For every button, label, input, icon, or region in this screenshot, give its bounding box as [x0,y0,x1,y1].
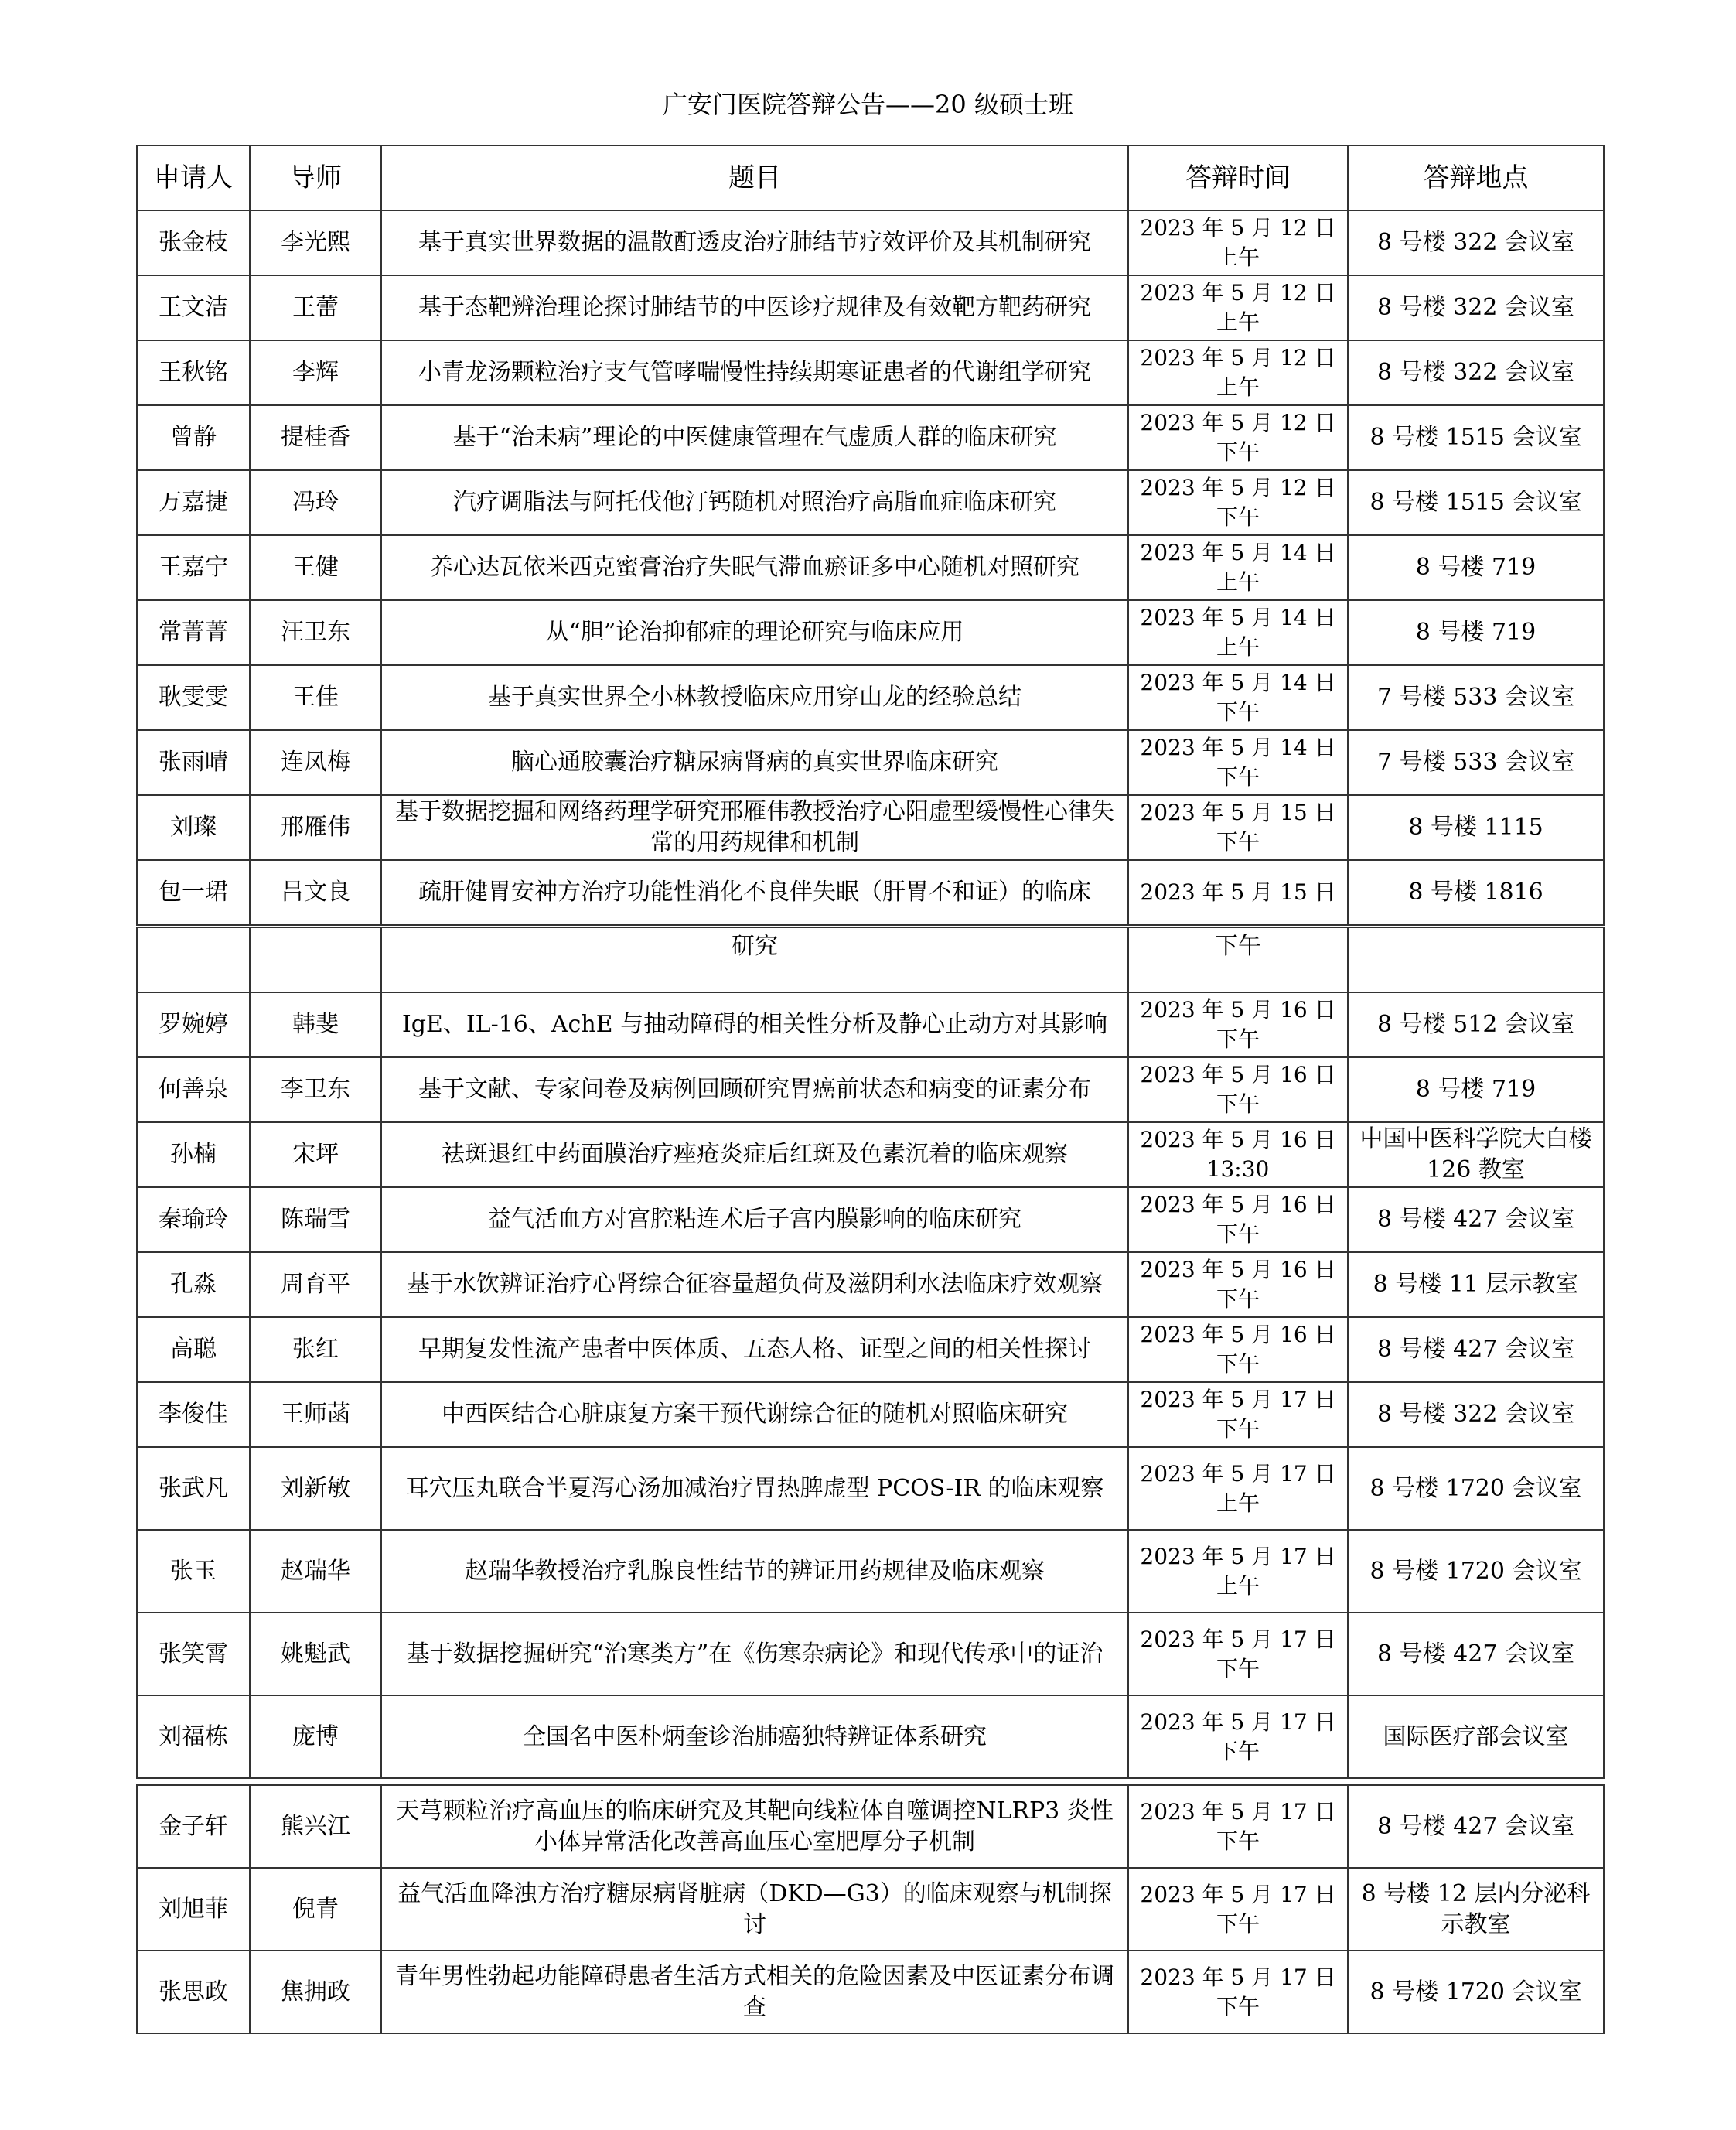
table-row [137,1057,1604,1122]
advisor-cell: 倪青 [250,1868,381,1951]
place-cell: 8 号楼 322 会议室 [1348,340,1604,405]
advisor-cell: 刘新敏 [250,1447,381,1530]
place-cell: 8 号楼 1515 会议室 [1348,405,1604,470]
applicant-cell: 刘旭菲 [137,1868,250,1951]
time-cell: 2023 年 5 月 14 日 上午 [1128,600,1348,665]
time-cell: 2023 年 5 月 16 日 下午 [1128,992,1348,1057]
place-cell: 8 号楼 719 [1348,600,1604,665]
time-cell: 2023 年 5 月 17 日 上午 [1128,1447,1348,1530]
table-row [137,1785,1604,1868]
topic-cell: 汽疗调脂法与阿托伐他汀钙随机对照治疗高脂血症临床研究 [381,470,1128,535]
topic-cell: 益气活血方对宫腔粘连术后子宫内膜影响的临床研究 [381,1187,1128,1252]
topic-cell: 赵瑞华教授治疗乳腺良性结节的辨证用药规律及临床观察 [381,1530,1128,1613]
place-cell: 8 号楼 322 会议室 [1348,210,1604,275]
place-cell: 8 号楼 1816 [1348,860,1604,925]
topic-cell: 小青龙汤颗粒治疗支气管哮喘慢性持续期寒证患者的代谢组学研究 [381,340,1128,405]
page-title: 广安门医院答辩公告——20 级硕士班 [663,90,1073,119]
topic-cell: 养心达瓦依米西克蜜膏治疗失眠气滞血瘀证多中心随机对照研究 [381,535,1128,600]
advisor-cell: 吕文良 [250,860,381,925]
applicant-cell: 孔淼 [137,1252,250,1317]
topic-cell: 基于态靶辨治理论探讨肺结节的中医诊疗规律及有效靶方靶药研究 [381,275,1128,340]
header-place: 答辩地点 [1348,145,1604,210]
defense-table-part-1 [136,145,1605,926]
place-cell: 8 号楼 322 会议室 [1348,1382,1604,1447]
advisor-cell: 汪卫东 [250,600,381,665]
topic-cell: 基于“治未病”理论的中医健康管理在气虚质人群的临床研究 [381,405,1128,470]
table-row [137,1530,1604,1613]
applicant-cell [137,927,250,992]
table-row [137,1252,1604,1317]
time-cell: 2023 年 5 月 17 日 下午 [1128,1382,1348,1447]
time-cell: 2023 年 5 月 15 日 下午 [1128,795,1348,860]
advisor-cell: 提桂香 [250,405,381,470]
time-cell: 2023 年 5 月 12 日 下午 [1128,405,1348,470]
table-row-continued [137,927,1604,992]
advisor-cell: 连凤梅 [250,730,381,795]
header-topic: 题目 [381,145,1128,210]
place-cell: 中国中医科学院大白楼 126 教室 [1348,1122,1604,1187]
advisor-cell: 邢雁伟 [250,795,381,860]
applicant-cell: 刘璨 [137,795,250,860]
advisor-cell [250,927,381,992]
place-cell: 8 号楼 11 层示教室 [1348,1252,1604,1317]
advisor-cell: 赵瑞华 [250,1530,381,1613]
topic-cell: 基于真实世界仝小林教授临床应用穿山龙的经验总结 [381,665,1128,730]
applicant-cell: 何善泉 [137,1057,250,1122]
table-row [137,470,1604,535]
time-cell: 2023 年 5 月 12 日 上午 [1128,210,1348,275]
table-row [137,1868,1604,1951]
time-cell: 2023 年 5 月 16 日 下午 [1128,1187,1348,1252]
place-cell: 8 号楼 12 层内分泌科示教室 [1348,1868,1604,1951]
table-row [137,405,1604,470]
time-cell: 2023 年 5 月 12 日 下午 [1128,470,1348,535]
table-row [137,665,1604,730]
advisor-cell: 王蕾 [250,275,381,340]
time-cell: 2023 年 5 月 17 日 下午 [1128,1951,1348,2033]
defense-table-part-2 [136,927,1605,1779]
advisor-cell: 李辉 [250,340,381,405]
applicant-cell: 李俊佳 [137,1382,250,1447]
advisor-cell: 宋坪 [250,1122,381,1187]
applicant-cell: 张武凡 [137,1447,250,1530]
place-cell: 8 号楼 427 会议室 [1348,1317,1604,1382]
place-cell: 8 号楼 1115 [1348,795,1604,860]
applicant-cell: 高聪 [137,1317,250,1382]
advisor-cell: 陈瑞雪 [250,1187,381,1252]
topic-cell: 天芎颗粒治疗高血压的临床研究及其靶向线粒体自噬调控NLRP3 炎性小体异常活化改善高血压心室肥厚分子机制 [381,1785,1128,1868]
topic-cell: 益气活血降浊方治疗糖尿病肾脏病（DKD—G3）的临床观察与机制探讨 [381,1868,1128,1951]
table-row [137,730,1604,795]
topic-cell: 从“胆”论治抑郁症的理论研究与临床应用 [381,600,1128,665]
applicant-cell: 王秋铭 [137,340,250,405]
header-applicant: 申请人 [137,145,250,210]
time-cell: 2023 年 5 月 17 日 上午 [1128,1530,1348,1613]
advisor-cell: 张红 [250,1317,381,1382]
table-row [137,1613,1604,1695]
applicant-cell: 曾静 [137,405,250,470]
table-row [137,275,1604,340]
advisor-cell: 熊兴江 [250,1785,381,1868]
table-row [137,1122,1604,1187]
time-cell: 2023 年 5 月 16 日 下午 [1128,1317,1348,1382]
applicant-cell: 孙楠 [137,1122,250,1187]
applicant-cell: 万嘉捷 [137,470,250,535]
topic-cell: 中西医结合心脏康复方案干预代谢综合征的随机对照临床研究 [381,1382,1128,1447]
advisor-cell: 李卫东 [250,1057,381,1122]
applicant-cell: 张雨晴 [137,730,250,795]
topic-cell: 基于水饮辨证治疗心肾综合征容量超负荷及滋阴利水法临床疗效观察 [381,1252,1128,1317]
applicant-cell: 刘福栋 [137,1695,250,1778]
topic-cell: 青年男性勃起功能障碍患者生活方式相关的危险因素及中医证素分布调查 [381,1951,1128,2033]
time-cell: 2023 年 5 月 12 日 上午 [1128,340,1348,405]
place-cell: 8 号楼 322 会议室 [1348,275,1604,340]
applicant-cell: 王文洁 [137,275,250,340]
topic-cell: 祛斑退红中药面膜治疗痤疮炎症后红斑及色素沉着的临床观察 [381,1122,1128,1187]
table-row [137,1317,1604,1382]
advisor-cell: 姚魁武 [250,1613,381,1695]
advisor-cell: 王健 [250,535,381,600]
topic-cell: 早期复发性流产患者中医体质、五态人格、证型之间的相关性探讨 [381,1317,1128,1382]
applicant-cell: 张思政 [137,1951,250,2033]
time-cell: 2023 年 5 月 14 日 上午 [1128,535,1348,600]
place-cell: 7 号楼 533 会议室 [1348,665,1604,730]
place-cell: 8 号楼 427 会议室 [1348,1785,1604,1868]
table-row [137,1951,1604,2033]
advisor-cell: 焦拥政 [250,1951,381,2033]
table-row [137,1187,1604,1252]
place-cell: 8 号楼 1720 会议室 [1348,1951,1604,2033]
table-row [137,1447,1604,1530]
applicant-cell: 耿雯雯 [137,665,250,730]
time-cell: 2023 年 5 月 17 日 下午 [1128,1613,1348,1695]
table-row [137,992,1604,1057]
defense-table-part-3 [136,1784,1605,2034]
place-cell: 8 号楼 1720 会议室 [1348,1447,1604,1530]
advisor-cell: 李光熙 [250,210,381,275]
table-row [137,1382,1604,1447]
topic-cell: 耳穴压丸联合半夏泻心汤加减治疗胃热脾虚型 PCOS-IR 的临床观察 [381,1447,1128,1530]
table-row [137,795,1604,860]
time-cell: 2023 年 5 月 14 日 下午 [1128,665,1348,730]
table-row [137,1695,1604,1778]
advisor-cell: 庞博 [250,1695,381,1778]
time-cell: 2023 年 5 月 14 日 下午 [1128,730,1348,795]
time-cell: 2023 年 5 月 16 日 下午 [1128,1057,1348,1122]
place-cell: 8 号楼 512 会议室 [1348,992,1604,1057]
topic-cell: 研究 [381,927,1128,992]
topic-cell: 基于数据挖掘和网络药理学研究邢雁伟教授治疗心阳虚型缓慢性心律失常的用药规律和机制 [381,795,1128,860]
place-cell [1348,927,1604,992]
place-cell: 8 号楼 1515 会议室 [1348,470,1604,535]
place-cell: 8 号楼 1720 会议室 [1348,1530,1604,1613]
topic-cell: 基于真实世界数据的温散酊透皮治疗肺结节疗效评价及其机制研究 [381,210,1128,275]
applicant-cell: 常菁菁 [137,600,250,665]
place-cell: 8 号楼 427 会议室 [1348,1613,1604,1695]
time-cell: 下午 [1128,927,1348,992]
applicant-cell: 包一珺 [137,860,250,925]
topic-cell: 脑心通胶囊治疗糖尿病肾病的真实世界临床研究 [381,730,1128,795]
topic-cell: IgE、IL-16、AchE 与抽动障碍的相关性分析及静心止动方对其影响 [381,992,1128,1057]
place-cell: 8 号楼 719 [1348,535,1604,600]
advisor-cell: 冯玲 [250,470,381,535]
table-row [137,860,1604,925]
header-advisor: 导师 [250,145,381,210]
table-header-row [137,145,1604,210]
advisor-cell: 王师菡 [250,1382,381,1447]
time-cell: 2023 年 5 月 17 日 下午 [1128,1868,1348,1951]
applicant-cell: 王嘉宁 [137,535,250,600]
place-cell: 国际医疗部会议室 [1348,1695,1604,1778]
applicant-cell: 张玉 [137,1530,250,1613]
topic-cell: 疏肝健胃安神方治疗功能性消化不良伴失眠（肝胃不和证）的临床 [381,860,1128,925]
place-cell: 8 号楼 719 [1348,1057,1604,1122]
table-row [137,210,1604,275]
table-row [137,340,1604,405]
applicant-cell: 张笑霄 [137,1613,250,1695]
topic-cell: 基于文献、专家问卷及病例回顾研究胃癌前状态和病变的证素分布 [381,1057,1128,1122]
applicant-cell: 秦瑜玲 [137,1187,250,1252]
topic-cell: 基于数据挖掘研究“治寒类方”在《伤寒杂病论》和现代传承中的证治 [381,1613,1128,1695]
time-cell: 2023 年 5 月 17 日 下午 [1128,1695,1348,1778]
applicant-cell: 张金枝 [137,210,250,275]
applicant-cell: 金子轩 [137,1785,250,1868]
applicant-cell: 罗婉婷 [137,992,250,1057]
advisor-cell: 王佳 [250,665,381,730]
time-cell: 2023 年 5 月 16 日 下午 [1128,1252,1348,1317]
place-cell: 8 号楼 427 会议室 [1348,1187,1604,1252]
place-cell: 7 号楼 533 会议室 [1348,730,1604,795]
topic-cell: 全国名中医朴炳奎诊治肺癌独特辨证体系研究 [381,1695,1128,1778]
time-cell: 2023 年 5 月 16 日 13:30 [1128,1122,1348,1187]
time-cell: 2023 年 5 月 15 日 [1128,860,1348,925]
time-cell: 2023 年 5 月 12 日 上午 [1128,275,1348,340]
table-row [137,535,1604,600]
advisor-cell: 周育平 [250,1252,381,1317]
table-row [137,600,1604,665]
header-time: 答辩时间 [1128,145,1348,210]
time-cell: 2023 年 5 月 17 日 下午 [1128,1785,1348,1868]
advisor-cell: 韩斐 [250,992,381,1057]
